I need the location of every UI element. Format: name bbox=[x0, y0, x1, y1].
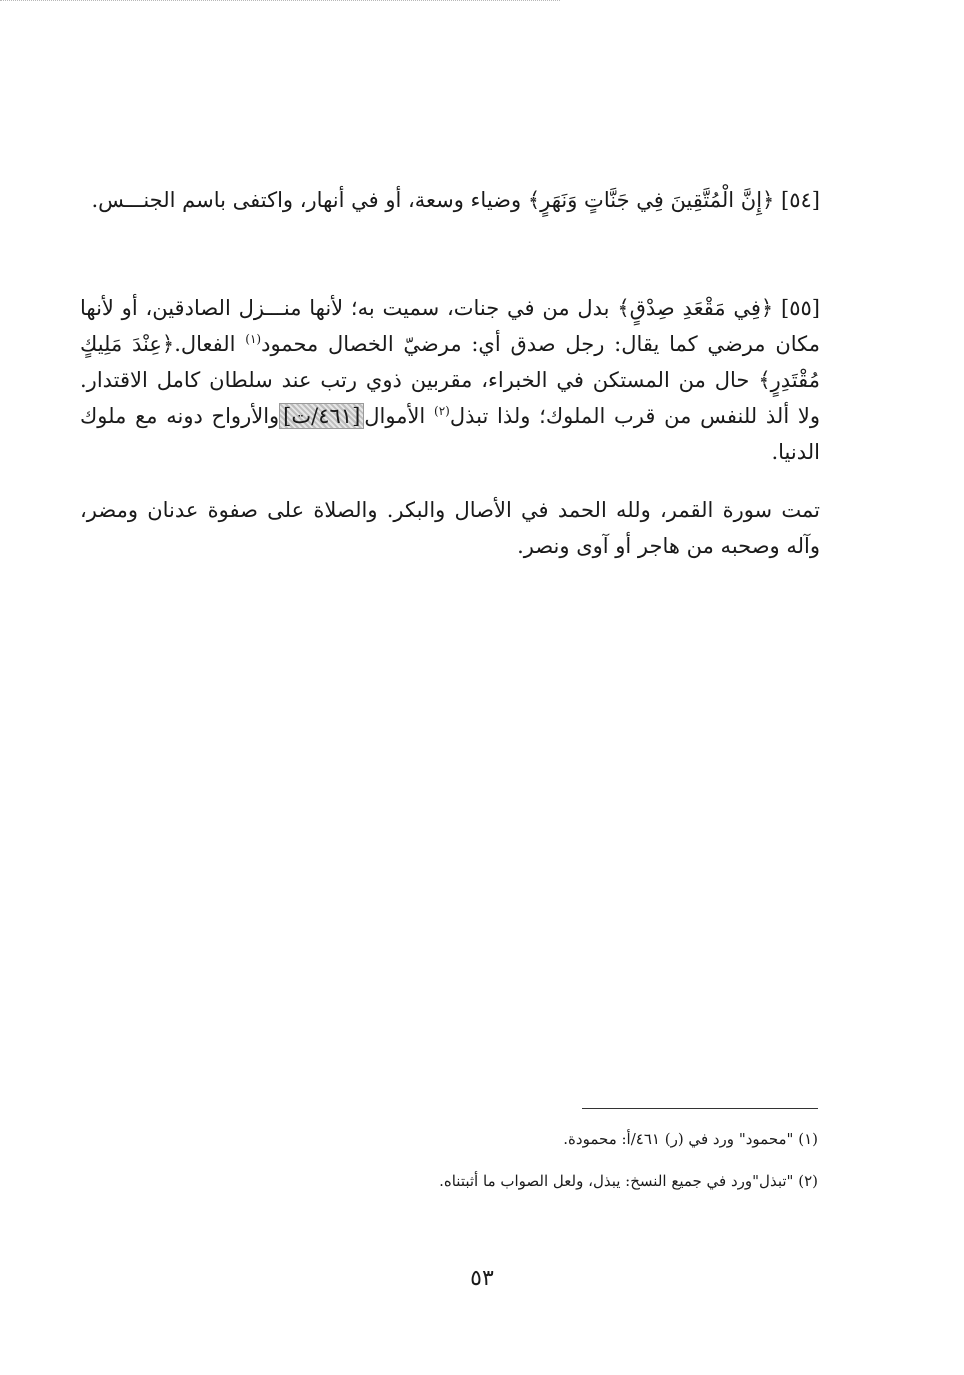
quran-quote: ﴿إِنَّ الْمُتَّقِينَ فِي جَنَّاتٍ وَنَهَرٍ﴾ bbox=[527, 188, 775, 212]
verse-number: [٥٥] bbox=[781, 296, 820, 320]
footnote-marker-2: (٢) bbox=[434, 404, 450, 418]
closing-paragraph bbox=[80, 492, 820, 564]
manuscript-folio-reference: [٤٦١/ت] bbox=[279, 403, 364, 429]
scan-edge-line bbox=[0, 0, 560, 1]
page-number: ٥٣ bbox=[470, 1266, 494, 1291]
footnote-number: (١) bbox=[798, 1130, 818, 1148]
quran-quote: ﴿عِنْدَ مَلِيكٍ مُقْتَدِرٍ﴾ bbox=[80, 332, 820, 392]
footnote-number: (٢) bbox=[798, 1172, 818, 1190]
commentary-text: الأموال bbox=[364, 404, 426, 428]
commentary-text: حال من المستكن في الخبراء، مقربين ذوي رتب عند سلطان كامل الاقتدار. ولا ألذ للنفس من قرب الملوك؛ ولذا تبذل bbox=[80, 368, 820, 428]
commentary-text: وضياء وسعة، أو في أنهار، واكتفى باسم الجنـــس. bbox=[91, 188, 522, 212]
footnote-separator bbox=[582, 1108, 818, 1109]
footnote-marker-1: (١) bbox=[245, 332, 262, 346]
footnote-1 bbox=[98, 1128, 818, 1150]
paragraph-verse-54 bbox=[80, 182, 820, 218]
commentary-text: الفعال. bbox=[174, 332, 236, 356]
footnote-2 bbox=[98, 1170, 818, 1192]
verse-number: [٥٤] bbox=[781, 188, 820, 212]
quran-quote: ﴿فِي مَقْعَدِ صِدْقٍ﴾ bbox=[617, 296, 774, 320]
closing-text: تمت سورة القمر، ولله الحمد في الأصال والبكر. والصلاة على صفوة عدنان ومضر، وآله وصحبه من هاجر أو آوى ونصر. bbox=[80, 498, 820, 558]
footnote-text: "تبذل"ورد في جميع النسخ: يبذل، ولعل الصواب ما أثبتناه. bbox=[439, 1172, 794, 1190]
paragraph-verse-55 bbox=[80, 290, 820, 470]
footnote-text: "محمود" ورد في (ر) ٤٦١/أ: محمودة. bbox=[563, 1130, 794, 1148]
commentary-text: والأرواح دونه مع ملوك الدنيا. bbox=[80, 404, 820, 464]
commentary-text: بدل من في جنات، سميت به؛ لأنها منـــزل الصادقين، أو لأنها مكان مرضي كما يقال: رجل صدق أي: مرضيّ الخصال محمود bbox=[80, 296, 820, 356]
